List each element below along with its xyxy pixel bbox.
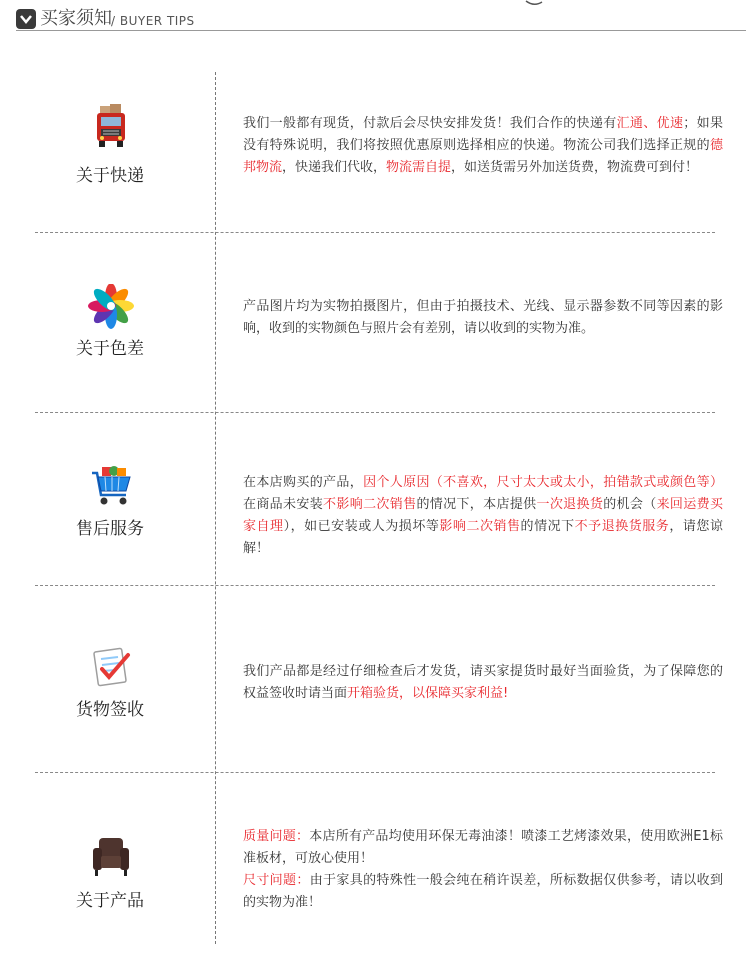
section-label: 关于快递: [76, 166, 144, 186]
section-text: [243, 661, 723, 705]
body-text: 的机会（: [603, 497, 657, 512]
header-divider: [16, 30, 746, 31]
highlight-text: 因个人原因（不喜欢，尺寸太大或太小，拍错款式或颜色等）: [363, 475, 723, 490]
body-text: ；如果没有特殊说明，我们将按照优惠原则选择相应的快递。物流公司我们选择正规的: [243, 116, 723, 153]
body-text: 的情况下，本店提供: [416, 497, 537, 512]
row-divider: [35, 772, 715, 773]
chevron-down-icon: [16, 9, 36, 29]
row-divider: [35, 232, 715, 233]
page-subtitle: / BUYER TIPS: [111, 14, 195, 28]
row-divider: [35, 585, 715, 586]
body-text: ），如已安装或人为损坏等: [283, 519, 440, 534]
section-label: 售后服务: [76, 519, 144, 539]
highlight-text: 不予退换货服务: [574, 519, 670, 534]
body-text: 由于家具的特殊性一般会纯在稍许误差，所标数据仅供参考，请以收到的实物为准！: [243, 873, 723, 910]
body-text: ，如送货需另外加送货费，物流费可到付！: [451, 160, 699, 175]
shopping-cart-icon: [88, 463, 134, 509]
row-divider: [35, 412, 715, 413]
highlight-text: 汇通、优速: [616, 116, 684, 131]
page-header: [16, 6, 746, 32]
body-text: 我们一般都有现货，付款后会尽快安排发货！我们合作的快递有: [243, 116, 617, 131]
armchair-icon: [88, 834, 134, 880]
highlight-text: 开箱验货，以保障买家利益!: [347, 686, 509, 701]
section-text: [243, 472, 723, 560]
highlight-text: 不影响二次销售: [323, 497, 417, 512]
page-title: 买家须知: [40, 8, 112, 29]
section-text: [243, 296, 723, 340]
decorative-stroke: [525, 0, 543, 6]
highlight-text: 来回运费买家自理: [243, 497, 723, 534]
highlight-text: 尺寸问题：: [243, 873, 310, 888]
body-text: 的情况下: [520, 519, 575, 534]
color-wheel-icon: [88, 284, 134, 330]
column-divider: [215, 72, 216, 944]
body-text: ，请您谅解！: [243, 519, 723, 556]
section-text: [243, 826, 723, 914]
highlight-text: 影响二次销售: [439, 519, 521, 534]
body-text: 本店所有产品均使用环保无毒油漆！喷漆工艺烤漆效果，使用欧洲E1标准板材，可放心使用！: [243, 829, 723, 866]
section-label: 货物签收: [76, 700, 144, 720]
highlight-text: 物流需自提: [386, 160, 452, 175]
section-text: [243, 113, 723, 179]
section-label: 关于色差: [76, 339, 144, 359]
body-text: 我们产品都是经过仔细检查后才发货，请买家提货时最好当面验货，为了保障您的权益签收时请当面: [243, 664, 723, 701]
body-text: 在本店购买的产品，: [243, 475, 364, 490]
checklist-icon: [88, 645, 134, 691]
delivery-truck-icon: [88, 104, 134, 150]
highlight-text: 质量问题：: [243, 829, 310, 844]
body-text: ，快递我们代收，: [282, 160, 387, 175]
body-text: 在商品未安装: [243, 497, 324, 512]
section-label: 关于产品: [76, 891, 144, 911]
body-text: 产品图片均为实物拍摄图片，但由于拍摄技术、光线、显示器参数不同等因素的影响，收到的实物颜色与照片会有差别，请以收到的实物为准。: [243, 299, 723, 336]
highlight-text: 一次退换货: [536, 497, 604, 512]
highlight-text: 德邦物流: [243, 138, 723, 175]
